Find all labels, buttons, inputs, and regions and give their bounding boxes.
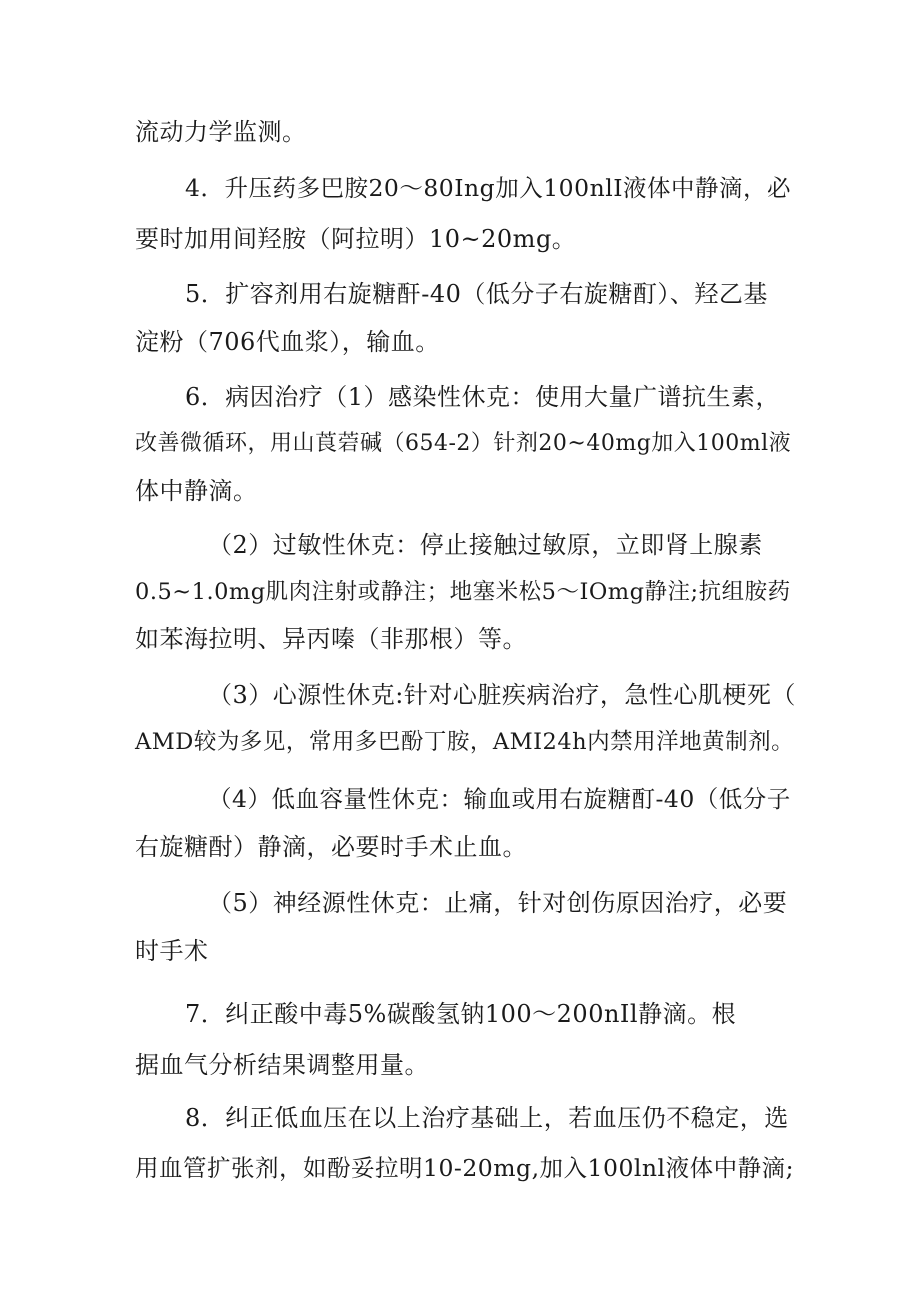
text-line: 体中静滴。 <box>135 477 258 505</box>
text-line: 改善微循环，用山莨菪碱（654-2）针剂20~40mg加入100ml液 <box>135 431 792 456</box>
text-line: 如苯海拉明、异丙嗪（非那根）等。 <box>135 625 527 653</box>
text-line: 右旋糖酎）静滴，必要时手术止血。 <box>135 833 527 861</box>
text-line: 要时加用间羟胺（阿拉明）10~20mg。 <box>135 225 577 253</box>
text-line: AMD较为多见，常用多巴酚丁胺，AMI24h内禁用洋地黄制剂。 <box>135 729 795 755</box>
text-line: （4）低血容量性休克：输血或用右旋糖酊-40（低分子 <box>208 785 791 813</box>
text-line: 据血气分析结果调整用量。 <box>135 1051 429 1079</box>
text-line: 用血管扩张剂，如酚妥拉明10-20mg,加入100lnl液体中静滴; <box>135 1154 794 1182</box>
text-line: 0.5~1.0mg肌肉注射或静注；地塞米松5～IOmg静注;抗组胺药 <box>135 579 791 605</box>
text-line: （2）过敏性休克：停止接触过敏原，立即肾上腺素 <box>208 531 763 559</box>
text-line: 4．升压药多巴胺20～80Ing加入100nlI液体中静滴，必 <box>185 174 792 202</box>
text-line: （3）心源性休克:针对心脏疾病治疗，急性心肌梗死（ <box>208 681 796 709</box>
text-line: 6．病因治疗（1）感染性休克：使用大量广谱抗生素， <box>185 383 781 411</box>
text-line: 7．纠正酸中毒5%碳酸氢钠100～200nIl静滴。根 <box>185 1000 737 1028</box>
text-line: （5）神经源性休克：止痛，针对创伤原因治疗，必要 <box>208 889 788 917</box>
text-line: 8．纠正低血压在以上治疗基础上，若血压仍不稳定，选 <box>185 1104 789 1132</box>
text-line: 时手术 <box>135 937 209 965</box>
text-line: 淀粉（706代血浆），输血。 <box>135 328 440 356</box>
text-line: 5．扩容剂用右旋糖酐-40（低分子右旋糖酊）、羟乙基 <box>185 280 768 308</box>
text-line: 流动力学监测。 <box>135 118 307 146</box>
